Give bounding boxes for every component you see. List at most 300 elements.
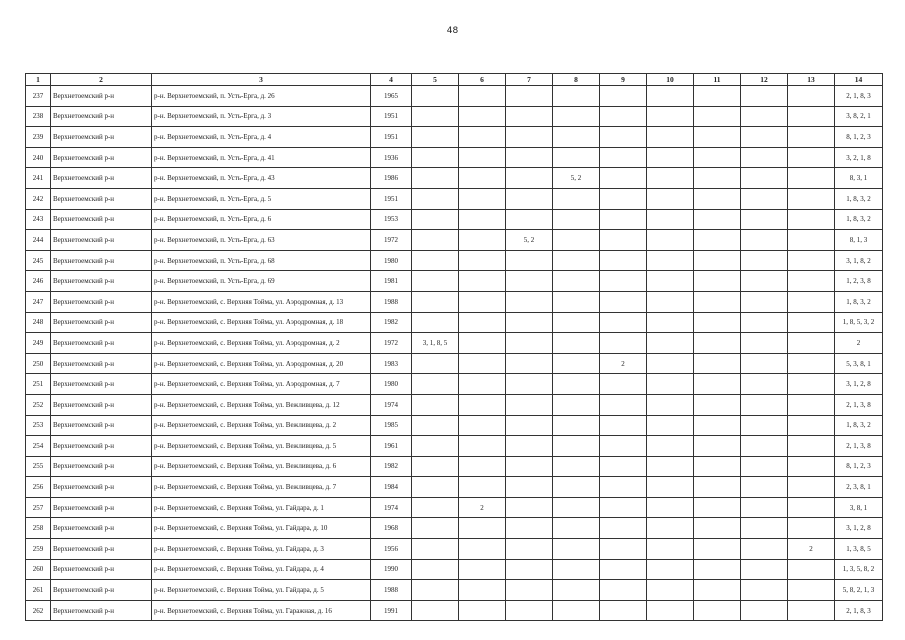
col8-cell: [553, 353, 600, 374]
address-cell: р-н. Верхнетоемский, п. Усть-Ерга, д. 3: [152, 106, 371, 127]
col13-cell: [788, 456, 835, 477]
column-header-1: 1: [26, 74, 51, 86]
district-cell: Верхнетоемский р-н: [51, 312, 152, 333]
col10-cell: [647, 127, 694, 148]
district-cell: Верхнетоемский р-н: [51, 580, 152, 601]
col10-cell: [647, 333, 694, 354]
col12-cell: [741, 291, 788, 312]
column-header-10: 10: [647, 74, 694, 86]
row-number-cell: 240: [26, 147, 51, 168]
row-number-cell: 256: [26, 477, 51, 498]
col8-cell: [553, 559, 600, 580]
col5-cell: [412, 436, 459, 457]
table-row: [26, 539, 883, 560]
col11-cell: [694, 539, 741, 560]
row-number-cell: 247: [26, 291, 51, 312]
year-cell: 1956: [371, 539, 412, 560]
table-row: [26, 580, 883, 601]
col11-cell: [694, 291, 741, 312]
col10-cell: [647, 477, 694, 498]
col8-cell: [553, 188, 600, 209]
col8-cell: [553, 456, 600, 477]
col7-cell: [506, 539, 553, 560]
col14-cell: 1, 3, 8, 5: [835, 539, 883, 560]
col10-cell: [647, 415, 694, 436]
col8-cell: [553, 394, 600, 415]
district-cell: Верхнетоемский р-н: [51, 250, 152, 271]
address-cell: р-н. Верхнетоемский, п. Усть-Ерга, д. 63: [152, 230, 371, 251]
col8-cell: [553, 539, 600, 560]
col9-cell: [600, 374, 647, 395]
col9-cell: [600, 188, 647, 209]
col9-cell: [600, 271, 647, 292]
col7-cell: [506, 477, 553, 498]
row-number-cell: 241: [26, 168, 51, 189]
column-header-14: 14: [835, 74, 883, 86]
col7-cell: [506, 106, 553, 127]
col13-cell: [788, 477, 835, 498]
col7-cell: [506, 394, 553, 415]
year-cell: 1984: [371, 477, 412, 498]
col14-cell: 8, 1, 3: [835, 230, 883, 251]
col14-cell: 8, 3, 1: [835, 168, 883, 189]
district-cell: Верхнетоемский р-н: [51, 539, 152, 560]
col8-cell: [553, 518, 600, 539]
col13-cell: [788, 580, 835, 601]
col6-cell: [459, 250, 506, 271]
col10-cell: [647, 312, 694, 333]
col11-cell: [694, 518, 741, 539]
col10-cell: [647, 271, 694, 292]
address-cell: р-н. Верхнетоемский, с. Верхняя Тойма, ул. Вежливцева, д. 6: [152, 456, 371, 477]
col14-cell: 2, 1, 8, 3: [835, 86, 883, 107]
page-number: 48: [446, 26, 459, 36]
col5-cell: [412, 147, 459, 168]
col6-cell: [459, 312, 506, 333]
col11-cell: [694, 415, 741, 436]
col5-cell: [412, 209, 459, 230]
col6-cell: [459, 333, 506, 354]
year-cell: 1965: [371, 86, 412, 107]
col9-cell: [600, 106, 647, 127]
table-row: [26, 374, 883, 395]
district-cell: Верхнетоемский р-н: [51, 394, 152, 415]
col11-cell: [694, 168, 741, 189]
col12-cell: [741, 271, 788, 292]
col8-cell: [553, 600, 600, 621]
col6-cell: [459, 374, 506, 395]
district-cell: Верхнетоемский р-н: [51, 188, 152, 209]
col12-cell: [741, 230, 788, 251]
col13-cell: [788, 230, 835, 251]
year-cell: 1988: [371, 291, 412, 312]
col12-cell: [741, 456, 788, 477]
row-number-cell: 260: [26, 559, 51, 580]
col9-cell: [600, 291, 647, 312]
address-cell: р-н. Верхнетоемский, с. Верхняя Тойма, ул. Аэродромная, д. 20: [152, 353, 371, 374]
district-cell: Верхнетоемский р-н: [51, 518, 152, 539]
column-header-2: 2: [51, 74, 152, 86]
col11-cell: [694, 250, 741, 271]
col10-cell: [647, 580, 694, 601]
table-row: [26, 106, 883, 127]
col6-cell: [459, 580, 506, 601]
col7-cell: [506, 333, 553, 354]
col14-cell: 3, 1, 2, 8: [835, 374, 883, 395]
col10-cell: [647, 209, 694, 230]
col9-cell: [600, 497, 647, 518]
col5-cell: [412, 580, 459, 601]
col9-cell: [600, 436, 647, 457]
col8-cell: [553, 497, 600, 518]
col9-cell: [600, 539, 647, 560]
col13-cell: 2: [788, 539, 835, 560]
col14-cell: 2, 1, 8, 3: [835, 600, 883, 621]
col12-cell: [741, 497, 788, 518]
col13-cell: [788, 436, 835, 457]
col7-cell: [506, 209, 553, 230]
address-cell: р-н. Верхнетоемский, п. Усть-Ерга, д. 41: [152, 147, 371, 168]
row-number-cell: 249: [26, 333, 51, 354]
col5-cell: [412, 271, 459, 292]
col13-cell: [788, 312, 835, 333]
col6-cell: [459, 147, 506, 168]
col9-cell: [600, 518, 647, 539]
col10-cell: [647, 559, 694, 580]
table-row: [26, 312, 883, 333]
table-row: [26, 456, 883, 477]
row-number-cell: 244: [26, 230, 51, 251]
col11-cell: [694, 106, 741, 127]
row-number-cell: 259: [26, 539, 51, 560]
col13-cell: [788, 415, 835, 436]
table-header: [26, 74, 883, 86]
row-number-cell: 246: [26, 271, 51, 292]
col12-cell: [741, 127, 788, 148]
year-cell: 1951: [371, 188, 412, 209]
col5-cell: [412, 312, 459, 333]
col12-cell: [741, 353, 788, 374]
row-number-cell: 251: [26, 374, 51, 395]
district-cell: Верхнетоемский р-н: [51, 600, 152, 621]
col5-cell: [412, 456, 459, 477]
year-cell: 1983: [371, 353, 412, 374]
col12-cell: [741, 477, 788, 498]
col12-cell: [741, 147, 788, 168]
col10-cell: [647, 250, 694, 271]
col6-cell: [459, 230, 506, 251]
col9-cell: [600, 415, 647, 436]
row-number-cell: 252: [26, 394, 51, 415]
header-row: [26, 74, 883, 86]
col12-cell: [741, 539, 788, 560]
col6-cell: [459, 353, 506, 374]
year-cell: 1972: [371, 230, 412, 251]
col11-cell: [694, 333, 741, 354]
col11-cell: [694, 353, 741, 374]
year-cell: 1936: [371, 147, 412, 168]
col7-cell: [506, 580, 553, 601]
col12-cell: [741, 374, 788, 395]
col13-cell: [788, 374, 835, 395]
col9-cell: [600, 127, 647, 148]
column-header-3: 3: [152, 74, 371, 86]
address-cell: р-н. Верхнетоемский, п. Усть-Ерга, д. 26: [152, 86, 371, 107]
col10-cell: [647, 600, 694, 621]
table-row: [26, 250, 883, 271]
col5-cell: [412, 188, 459, 209]
col11-cell: [694, 394, 741, 415]
address-cell: р-н. Верхнетоемский, с. Верхняя Тойма, ул. Гайдара, д. 10: [152, 518, 371, 539]
year-cell: 1980: [371, 250, 412, 271]
col8-cell: [553, 415, 600, 436]
row-number-cell: 255: [26, 456, 51, 477]
address-cell: р-н. Верхнетоемский, с. Верхняя Тойма, ул. Аэродромная, д. 2: [152, 333, 371, 354]
district-cell: Верхнетоемский р-н: [51, 147, 152, 168]
col10-cell: [647, 147, 694, 168]
year-cell: 1986: [371, 168, 412, 189]
col9-cell: 2: [600, 353, 647, 374]
address-cell: р-н. Верхнетоемский, с. Верхняя Тойма, ул. Гайдара, д. 4: [152, 559, 371, 580]
table-body: [26, 86, 883, 621]
district-cell: Верхнетоемский р-н: [51, 230, 152, 251]
table-row: [26, 271, 883, 292]
year-cell: 1951: [371, 127, 412, 148]
row-number-cell: 237: [26, 86, 51, 107]
col7-cell: [506, 518, 553, 539]
address-cell: р-н. Верхнетоемский, с. Верхняя Тойма, ул. Аэродромная, д. 13: [152, 291, 371, 312]
col7-cell: [506, 415, 553, 436]
col10-cell: [647, 291, 694, 312]
col11-cell: [694, 271, 741, 292]
col8-cell: [553, 291, 600, 312]
col6-cell: [459, 209, 506, 230]
column-header-11: 11: [694, 74, 741, 86]
year-cell: 1961: [371, 436, 412, 457]
col7-cell: [506, 559, 553, 580]
district-cell: Верхнетоемский р-н: [51, 291, 152, 312]
col7-cell: [506, 436, 553, 457]
address-cell: р-н. Верхнетоемский, с. Верхняя Тойма, ул. Вежливцева, д. 7: [152, 477, 371, 498]
col14-cell: 3, 1, 2, 8: [835, 518, 883, 539]
district-cell: Верхнетоемский р-н: [51, 127, 152, 148]
column-header-8: 8: [553, 74, 600, 86]
row-number-cell: 253: [26, 415, 51, 436]
col5-cell: [412, 497, 459, 518]
col9-cell: [600, 333, 647, 354]
col5-cell: [412, 106, 459, 127]
col10-cell: [647, 230, 694, 251]
table-row: [26, 86, 883, 107]
col6-cell: [459, 477, 506, 498]
col13-cell: [788, 518, 835, 539]
col14-cell: 3, 1, 8, 2: [835, 250, 883, 271]
column-header-13: 13: [788, 74, 835, 86]
col5-cell: [412, 168, 459, 189]
col8-cell: [553, 374, 600, 395]
year-cell: 1953: [371, 209, 412, 230]
col6-cell: [459, 415, 506, 436]
year-cell: 1991: [371, 600, 412, 621]
address-cell: р-н. Верхнетоемский, п. Усть-Ерга, д. 68: [152, 250, 371, 271]
district-cell: Верхнетоемский р-н: [51, 209, 152, 230]
col9-cell: [600, 580, 647, 601]
col12-cell: [741, 86, 788, 107]
row-number-cell: 242: [26, 188, 51, 209]
table-row: [26, 415, 883, 436]
col13-cell: [788, 209, 835, 230]
col8-cell: [553, 250, 600, 271]
col9-cell: [600, 230, 647, 251]
table-row: [26, 600, 883, 621]
district-cell: Верхнетоемский р-н: [51, 353, 152, 374]
col5-cell: 3, 1, 8, 5: [412, 333, 459, 354]
table-row: [26, 497, 883, 518]
col10-cell: [647, 436, 694, 457]
col9-cell: [600, 394, 647, 415]
col8-cell: [553, 580, 600, 601]
col6-cell: [459, 86, 506, 107]
col11-cell: [694, 580, 741, 601]
district-cell: Верхнетоемский р-н: [51, 477, 152, 498]
col12-cell: [741, 415, 788, 436]
row-number-cell: 258: [26, 518, 51, 539]
address-cell: р-н. Верхнетоемский, п. Усть-Ерга, д. 43: [152, 168, 371, 189]
col11-cell: [694, 147, 741, 168]
column-header-6: 6: [459, 74, 506, 86]
col8-cell: [553, 230, 600, 251]
year-cell: 1982: [371, 456, 412, 477]
col6-cell: [459, 436, 506, 457]
col14-cell: 5, 8, 2, 1, 3: [835, 580, 883, 601]
year-cell: 1985: [371, 415, 412, 436]
col14-cell: 3, 8, 1: [835, 497, 883, 518]
col7-cell: [506, 374, 553, 395]
col8-cell: [553, 209, 600, 230]
table-row: [26, 230, 883, 251]
row-number-cell: 238: [26, 106, 51, 127]
district-cell: Верхнетоемский р-н: [51, 436, 152, 457]
col11-cell: [694, 86, 741, 107]
col8-cell: [553, 106, 600, 127]
col13-cell: [788, 497, 835, 518]
col14-cell: 2, 3, 8, 1: [835, 477, 883, 498]
address-cell: р-н. Верхнетоемский, с. Верхняя Тойма, ул. Гайдара, д. 1: [152, 497, 371, 518]
address-cell: р-н. Верхнетоемский, п. Усть-Ерга, д. 5: [152, 188, 371, 209]
registry-table: [25, 73, 883, 621]
col14-cell: 1, 2, 3, 8: [835, 271, 883, 292]
col7-cell: [506, 188, 553, 209]
col7-cell: [506, 600, 553, 621]
col8-cell: [553, 147, 600, 168]
row-number-cell: 262: [26, 600, 51, 621]
year-cell: 1972: [371, 333, 412, 354]
col12-cell: [741, 436, 788, 457]
col5-cell: [412, 394, 459, 415]
col10-cell: [647, 188, 694, 209]
col13-cell: [788, 559, 835, 580]
col6-cell: [459, 394, 506, 415]
col14-cell: 8, 1, 2, 3: [835, 456, 883, 477]
table-row: [26, 127, 883, 148]
col12-cell: [741, 559, 788, 580]
col10-cell: [647, 168, 694, 189]
col7-cell: [506, 168, 553, 189]
address-cell: р-н. Верхнетоемский, с. Верхняя Тойма, ул. Вежливцева, д. 2: [152, 415, 371, 436]
col10-cell: [647, 539, 694, 560]
year-cell: 1982: [371, 312, 412, 333]
col5-cell: [412, 230, 459, 251]
col12-cell: [741, 168, 788, 189]
year-cell: 1968: [371, 518, 412, 539]
col6-cell: 2: [459, 497, 506, 518]
col13-cell: [788, 394, 835, 415]
col12-cell: [741, 580, 788, 601]
table-row: [26, 436, 883, 457]
column-header-7: 7: [506, 74, 553, 86]
col7-cell: [506, 456, 553, 477]
col13-cell: [788, 250, 835, 271]
col10-cell: [647, 497, 694, 518]
col6-cell: [459, 291, 506, 312]
col14-cell: 2, 1, 3, 8: [835, 394, 883, 415]
col7-cell: 5, 2: [506, 230, 553, 251]
col5-cell: [412, 518, 459, 539]
col5-cell: [412, 600, 459, 621]
year-cell: 1951: [371, 106, 412, 127]
col14-cell: 1, 3, 5, 8, 2: [835, 559, 883, 580]
col14-cell: 2: [835, 333, 883, 354]
row-number-cell: 248: [26, 312, 51, 333]
row-number-cell: 257: [26, 497, 51, 518]
col12-cell: [741, 600, 788, 621]
col13-cell: [788, 353, 835, 374]
col5-cell: [412, 415, 459, 436]
col5-cell: [412, 291, 459, 312]
district-cell: Верхнетоемский р-н: [51, 86, 152, 107]
district-cell: Верхнетоемский р-н: [51, 333, 152, 354]
col5-cell: [412, 86, 459, 107]
col9-cell: [600, 168, 647, 189]
district-cell: Верхнетоемский р-н: [51, 415, 152, 436]
col12-cell: [741, 250, 788, 271]
col6-cell: [459, 106, 506, 127]
row-number-cell: 239: [26, 127, 51, 148]
col8-cell: [553, 127, 600, 148]
col7-cell: [506, 147, 553, 168]
col13-cell: [788, 168, 835, 189]
col6-cell: [459, 127, 506, 148]
district-cell: Верхнетоемский р-н: [51, 374, 152, 395]
col5-cell: [412, 250, 459, 271]
col14-cell: 1, 8, 3, 2: [835, 291, 883, 312]
col9-cell: [600, 477, 647, 498]
year-cell: 1981: [371, 271, 412, 292]
district-cell: Верхнетоемский р-н: [51, 456, 152, 477]
district-cell: Верхнетоемский р-н: [51, 271, 152, 292]
table-row: [26, 394, 883, 415]
col13-cell: [788, 147, 835, 168]
col10-cell: [647, 518, 694, 539]
column-header-12: 12: [741, 74, 788, 86]
col14-cell: 1, 8, 3, 2: [835, 209, 883, 230]
year-cell: 1990: [371, 559, 412, 580]
table-row: [26, 477, 883, 498]
table-row: [26, 209, 883, 230]
col10-cell: [647, 353, 694, 374]
col7-cell: [506, 497, 553, 518]
col6-cell: [459, 559, 506, 580]
